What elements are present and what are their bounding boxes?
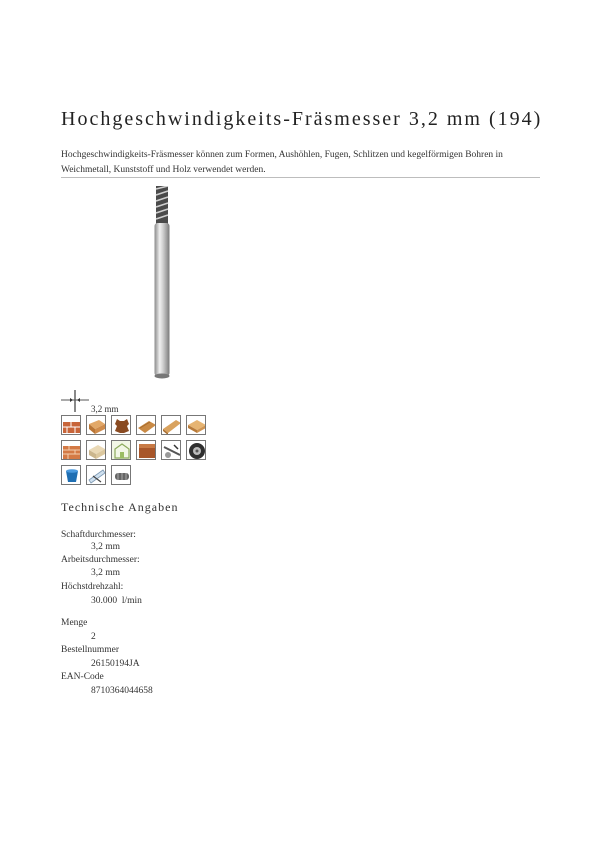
diameter-icon [61,390,89,412]
tire-icon [186,440,206,460]
copper-icon [136,440,156,460]
quantity-value: 2 [91,632,96,642]
wood-block-icon [86,415,106,435]
quantity-label: Menge [61,618,88,628]
diameter-label: 3,2 mm [91,404,119,414]
masonry-icon [61,440,81,460]
max-speed-value: 30.000 l/min [91,596,142,606]
plank-icon [161,415,181,435]
plaster-icon [86,440,106,460]
hardwood-icon [136,415,156,435]
shaft-diameter-label: Schaftdurchmesser: [61,530,136,540]
page-title: Hochgeschwindigkeits-Fräsmesser 3,2 mm (194) [61,108,543,130]
product-description: Hochgeschwindigkeits-Fräsmesser können zum Formen, Aushöhlen, Fugen, Schlitzen und kegelförmigen Bohren in Weichmetall, Kunststoff und Holz verwendet werden. [61,150,503,175]
board-icon [186,415,206,435]
ean-code-value: 8710364044658 [91,686,153,696]
tile-icon [111,440,131,460]
paint-bucket-icon [61,465,81,485]
tool-sharpening-icon [161,440,181,460]
ean-code-label: EAN-Code [61,672,104,682]
shaft-diameter-value: 3,2 mm [91,542,121,552]
order-number-label: Bestellnummer [61,645,120,655]
glass-cutting-icon [86,465,106,485]
specs-heading: Technische Angaben [61,500,179,514]
leather-icon [111,415,131,435]
brick-icon [61,415,81,435]
max-speed-label: Höchstdrehzahl: [61,582,124,592]
order-number-value: 26150194JA [91,659,140,669]
metal-rust-icon [111,465,131,485]
router-bit-image [142,186,182,380]
work-diameter-value: 3,2 mm [91,568,121,578]
work-diameter-label: Arbeitsdurchmesser: [61,555,140,565]
divider [61,177,540,178]
